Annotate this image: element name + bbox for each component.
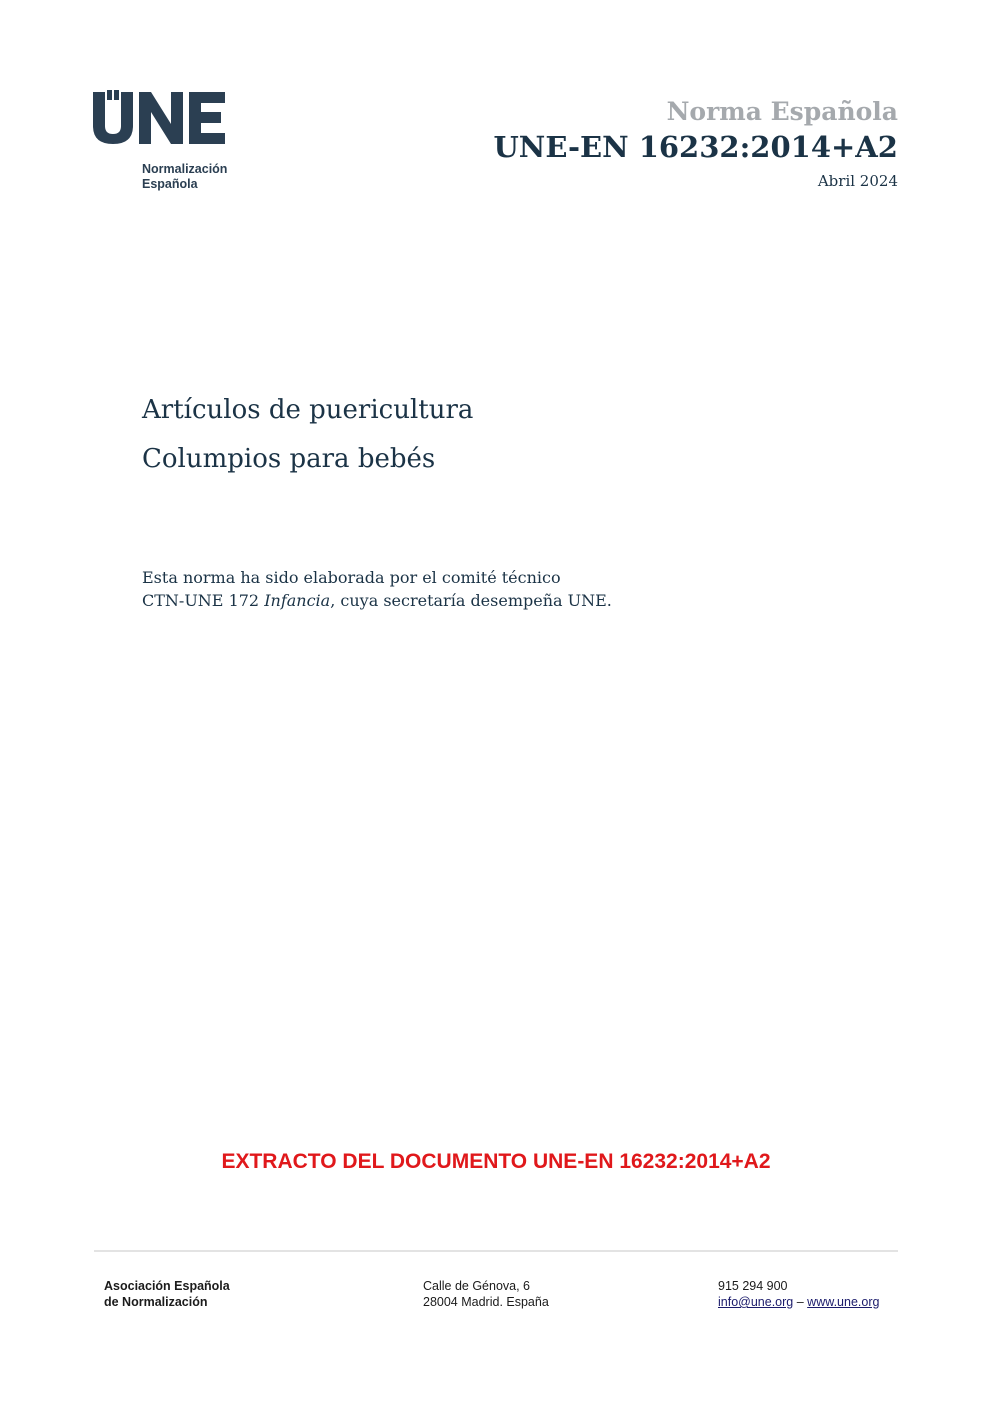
footer-address [423,1278,549,1310]
committee-line-1: Esta norma ha sido elaborada por el comité técnico [142,568,561,587]
standard-header [494,96,898,190]
standard-label: Norma Española [666,97,898,126]
committee-line-2 [142,589,612,612]
extract-notice: EXTRACTO DEL DOCUMENTO UNE-EN 16232:2014+A2 [221,1150,771,1173]
footer-contact [718,1278,879,1310]
committee-suffix: , cuya secretaría desempeña UNE. [330,591,612,610]
address-line-2: 28004 Madrid. España [423,1295,549,1309]
link-separator: – [796,1295,804,1309]
standard-code: UNE-EN 16232:2014+A2 [493,130,898,164]
org-line-1: Asociación Española [104,1279,230,1293]
logo-subtitle-line1: Normalización [142,162,228,176]
une-logo-icon [93,90,233,146]
committee-note [142,566,612,612]
email-link[interactable]: info@une.org [718,1295,794,1309]
committee-prefix: CTN-UNE 172 [142,591,265,610]
standard-date: Abril 2024 [817,172,898,190]
address-line-1: Calle de Génova, 6 [423,1279,531,1293]
une-logo [93,90,253,146]
committee-name: Infancia [264,591,331,610]
document-titles [142,386,473,484]
footer-organization [104,1278,230,1310]
footer-links [718,1294,879,1310]
org-line-2: de Normalización [104,1295,208,1309]
website-link[interactable]: www.une.org [807,1295,880,1309]
title-line-1: Artículos de puericultura [142,395,474,425]
footer-phone: 915 294 900 [718,1279,788,1293]
logo-subtitle-line2: Española [142,177,198,191]
logo-subtitle [142,162,227,192]
footer-divider [94,1250,898,1252]
title-line-2: Columpios para bebés [142,444,436,474]
